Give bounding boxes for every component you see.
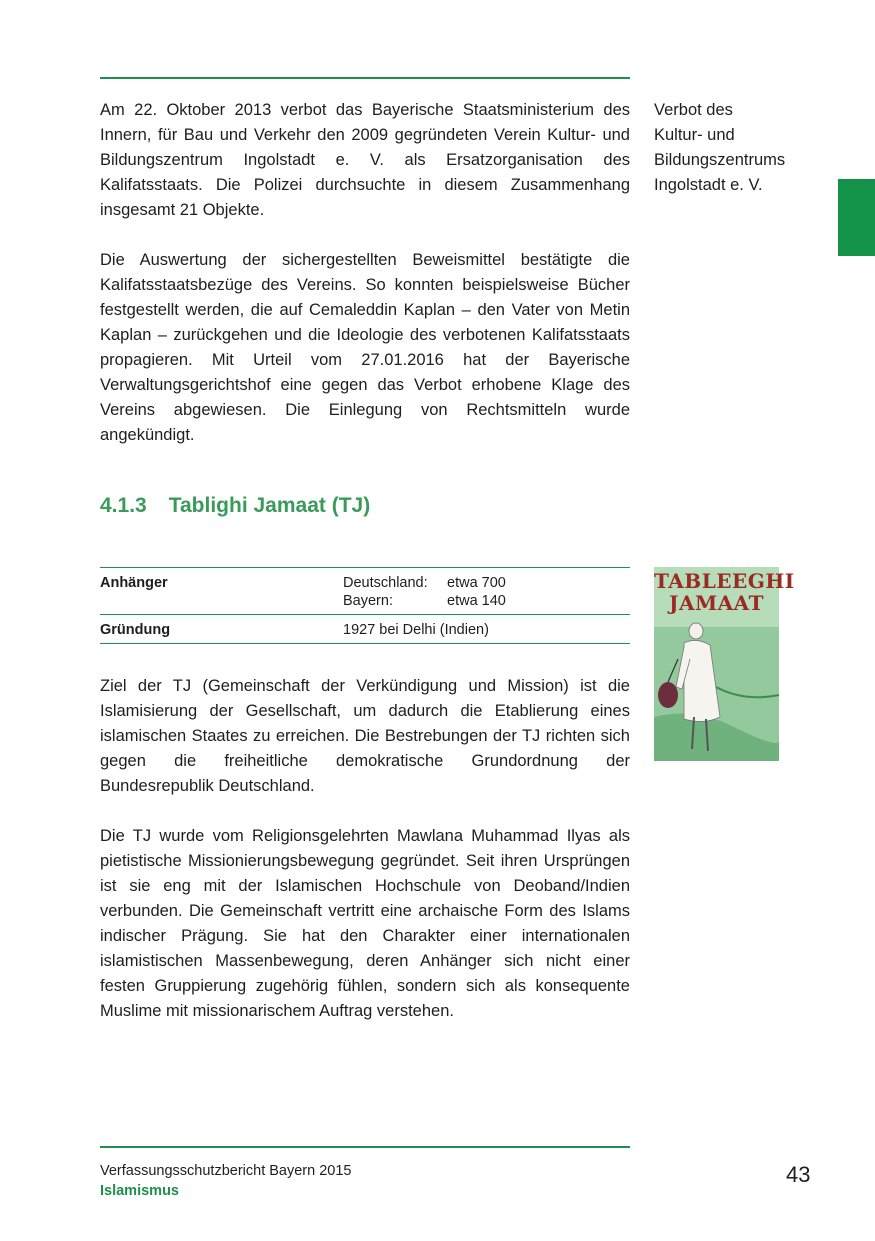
page-number: 43 bbox=[786, 1162, 811, 1187]
facts-value: 1927 bei Delhi (Indien) bbox=[343, 622, 489, 638]
margin-note-line: Kultur- und bbox=[654, 126, 735, 144]
facts-row-founding bbox=[100, 615, 630, 644]
book-cover-image bbox=[654, 567, 795, 761]
footer-publication: Verfassungsschutzbericht Bayern 2015 bbox=[100, 1163, 352, 1179]
paragraph-ban: Am 22. Oktober 2013 verbot das Bayerische Staatsministerium des Innern, für Bau und Verkehr den 2009 gegründeten Verein Kultur- und Bildungszentrum Ingolstadt e. V. als Ersatzorganisation des Kalifatsstaats. Die Polizei durchsuchte in diesem Zusammenhang insgesamt 21 Objekte. bbox=[100, 101, 630, 219]
facts-place: Bayern: bbox=[343, 593, 393, 609]
facts-label: Gründung bbox=[100, 622, 171, 638]
facts-table bbox=[100, 567, 630, 644]
margin-note-line: Bildungszentrums bbox=[654, 151, 786, 169]
margin-note-line: Ingolstadt e. V. bbox=[654, 176, 763, 194]
footer-chapter: Islamismus bbox=[100, 1183, 179, 1199]
top-rule bbox=[100, 77, 630, 79]
book-cover-title-line: JAMAAT bbox=[669, 591, 764, 615]
facts-count: etwa 140 bbox=[447, 593, 506, 609]
facts-label: Anhänger bbox=[100, 575, 168, 591]
footer-rule bbox=[100, 1146, 630, 1148]
paragraph-goal: Ziel der TJ (Gemeinschaft der Verkündigung und Mission) ist die Islamisierung der Gesellschaft, um dadurch die Etablierung eines islamischen Staates zu erreichen. Die Bestrebungen der TJ richten sich gegen die freiheitliche demokratische Grundordnung der Bundesrepublik Deutschland. bbox=[100, 677, 630, 795]
facts-row-followers bbox=[100, 568, 630, 615]
chapter-tab-marker bbox=[838, 179, 875, 256]
facts-value bbox=[343, 568, 630, 615]
paragraph-evidence: Die Auswertung der sichergestellten Beweismittel bestätigte die Kalifatsstaatsbezüge des Vereins. So konnten beispielsweise Bücher festgestellt werden, die auf Cemaleddin Kaplan – den Vater von Metin Kaplan – zurückgehen und die Ideologie des verbotenen Kalifatsstaats propagieren. Mit Urteil vom 27.01.2016 hat der Bayerische Verwaltungsgerichtshof eine gegen das Verbot erhobene Klage des Vereins abgewiesen. Die Einlegung von Rechtsmitteln wurde angekündigt. bbox=[100, 251, 630, 444]
facts-place: Deutschland: bbox=[343, 575, 428, 591]
margin-note-line: Verbot des bbox=[654, 101, 733, 119]
margin-note bbox=[654, 98, 854, 198]
facts-count: etwa 700 bbox=[447, 575, 506, 591]
section-number: 4.1.3 bbox=[100, 494, 147, 517]
section-heading bbox=[100, 494, 370, 518]
section-title: Tablighi Jamaat (TJ) bbox=[168, 494, 371, 517]
paragraph-history: Die TJ wurde vom Religionsgelehrten Mawlana Muhammad Ilyas als pietistische Missionierungsbewegung gegründet. Seit ihren Ursprüngen ist sie eng mit der Islamischen Hochschule von Deoband/Indien verbunden. Die Gemeinschaft vertritt eine archaische Form des Islams indischer Prägung. Sie hat den Charakter einer internationalen islamistischen Massenbewegung, deren Anhänger sich nicht einer festen Gruppierung zugehörig fühlen, sondern sich als konsequente Muslime mit missionarischem Auftrag verstehen. bbox=[100, 827, 630, 1020]
book-cover-title-line: TABLEEGHI bbox=[654, 569, 795, 593]
